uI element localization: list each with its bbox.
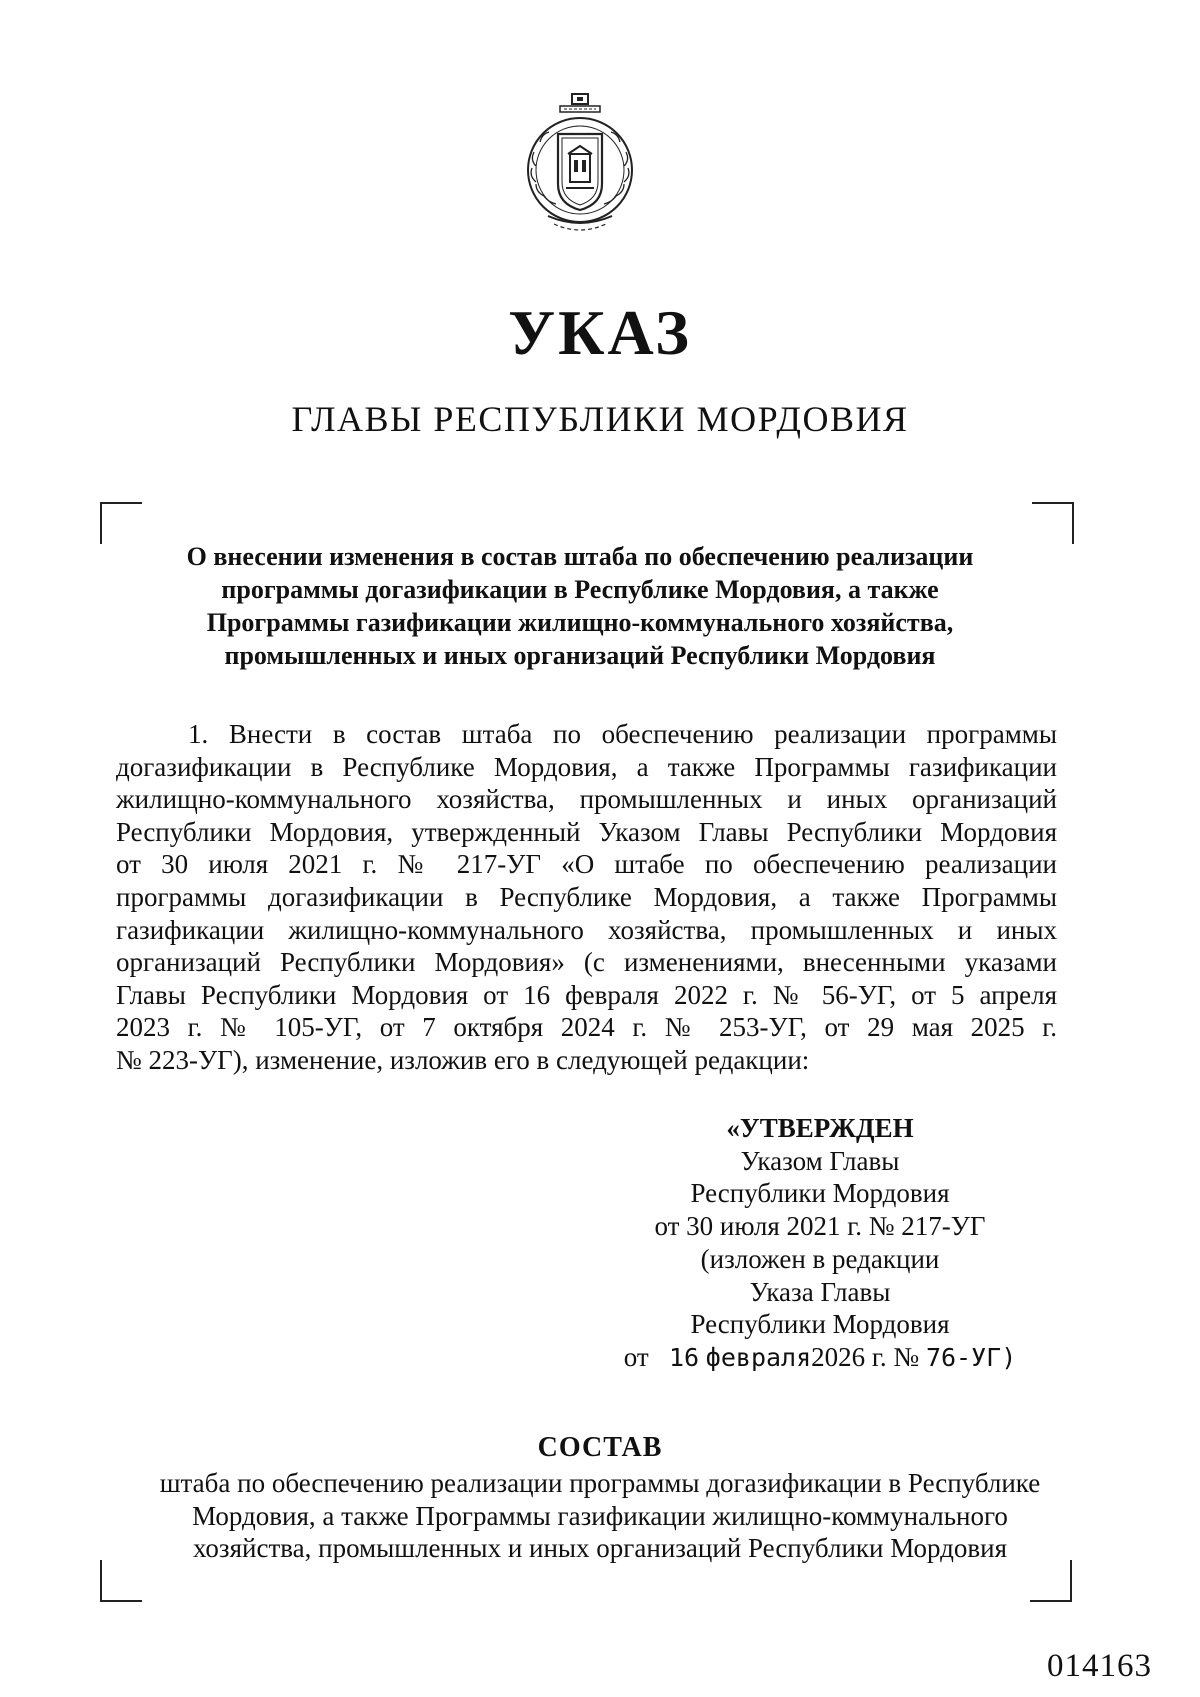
coat-of-arms-emblem (520, 92, 640, 240)
frame-corner-top-right (1032, 502, 1074, 544)
body-line: Главы Республики Мордовия от 16 февраля 2022 г. № 56-УГ, от 5 апреля (116, 979, 1057, 1010)
approval-line: Республики Мордовия (690, 1309, 950, 1340)
approval-line: Указом Главы (740, 1145, 900, 1176)
frame-corner-bottom-right (1030, 1560, 1072, 1602)
frame-corner-top-left (100, 502, 142, 544)
approval-date-line (580, 1341, 1060, 1375)
composition-line: штаба по обеспечению реализации программы догазификации в Республике (159, 1468, 1041, 1498)
composition-description (120, 1467, 1080, 1565)
decree-heading (130, 540, 1030, 672)
approval-line: от 30 июля 2021 г. № 217-УГ (654, 1211, 986, 1242)
document-subtitle: ГЛАВЫ РЕСПУБЛИКИ МОРДОВИЯ (291, 399, 909, 439)
body-line: газификации жилищно-коммунального хозяйства, промышленных и иных (116, 914, 1057, 945)
approval-line: Указа Главы (749, 1276, 891, 1307)
date-month: февраля (705, 1342, 812, 1372)
approval-stamp-block (580, 1112, 1060, 1375)
body-line: 1. Внести в состав штаба по обеспечению реализации программы (188, 719, 1057, 749)
decree-body-paragraph (116, 718, 1057, 1077)
date-day: 16 (668, 1342, 700, 1372)
heading-line: промышленных и иных организаций Республики Мордовия (224, 641, 936, 670)
document-serial-number: 014163 (1047, 1648, 1152, 1684)
composition-line: Мордовия, а также Программы газификации жилищно-коммунального (192, 1500, 1008, 1531)
composition-line: хозяйства, промышленных и иных организаций Республики Мордовия (192, 1533, 1008, 1563)
body-line: организаций Республики Мордовия» (с изменениями, внесенными указами (116, 947, 1057, 978)
heading-line: О внесении изменения в состав штаба по обеспечению реализации (186, 542, 974, 571)
decree-number: 76-УГ) (925, 1342, 1017, 1372)
approval-line: Республики Мордовия (690, 1178, 950, 1209)
composition-title: СОСТАВ (537, 1432, 663, 1463)
body-line: от 30 июля 2021 г. № 217-УГ «О штабе по обеспечению реализации (116, 849, 1057, 880)
body-line: № 223-УГ), изменение, изложив его в следующей редакции: (116, 1044, 810, 1075)
approval-head: «УТВЕРЖДЕН (726, 1113, 914, 1143)
body-line: 2023 г. № 105-УГ, от 7 октября 2024 г. № 253-УГ, от 29 мая 2025 г. (116, 1012, 1057, 1043)
date-prefix: от (623, 1341, 649, 1372)
date-year: 2026 г. № (811, 1341, 920, 1372)
body-line: Республики Мордовия, утвержденный Указом Главы Республики Мордовия (116, 816, 1057, 847)
body-line: жилищно-коммунального хозяйства, промышленных и иных организаций (116, 784, 1057, 815)
heading-line: Программы газификации жилищно-коммунального хозяйства, (206, 608, 954, 637)
heading-line: программы догазификации в Республике Мордовия, а также (221, 575, 939, 604)
body-line: догазификации в Республике Мордовия, а также Программы газификации (116, 751, 1057, 782)
approval-line: (изложен в редакции (700, 1243, 940, 1274)
body-line: программы догазификации в Республике Мордовия, а также Программы (116, 881, 1057, 912)
frame-corner-bottom-left (100, 1560, 142, 1602)
document-title: УКАЗ (508, 297, 692, 368)
